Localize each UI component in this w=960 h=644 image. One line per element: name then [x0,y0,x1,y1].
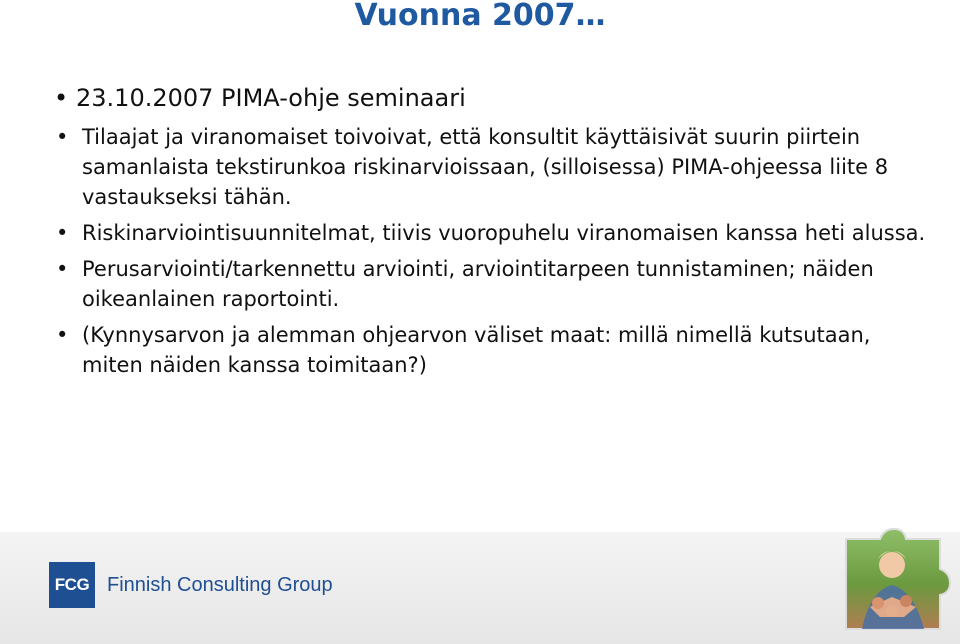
sub-bullet-text: Riskinarviointisuunnitelmat, tiivis vuoropuhelu viranomaisen kanssa heti alussa. [82,221,926,245]
sub-bullet-text: Perusarviointi/tarkennettu arviointi, arviointitarpeen tunnistaminen; näiden oikeanlainen raportointi. [82,257,874,311]
bullet-icon: • [56,125,69,149]
fcg-logo [49,562,95,608]
bullet-icon: • [56,323,69,347]
fcg-logo-text: FCG [54,575,90,594]
bullet-icon: • [56,257,69,281]
slide-title: Vuonna 2007… [354,0,606,33]
teamwork-puzzle-photo [840,525,952,635]
sub-bullet [54,320,934,380]
sub-bullet-text: Tilaajat ja viranomaiset toivoivat, että konsultit käyttäisivät suurin piirtein samanlaista tekstirunkoa riskinarvioissaan, (silloisessa) PIMA-ohjeessa liite 8 vastaukseksi tähän. [82,125,889,209]
main-bullet [54,80,934,116]
sub-bullet-list [54,122,934,380]
sub-bullet [54,218,934,248]
sub-bullet [54,122,934,212]
company-name: Finnish Consulting Group [107,574,333,596]
sub-bullet [54,254,934,314]
slide-content [54,80,934,386]
bullet-icon: • [56,221,69,245]
main-bullet-text: 23.10.2007 PIMA-ohje seminaari [76,84,466,112]
bullet-icon: • [54,84,69,112]
sub-bullet-text: (Kynnysarvon ja alemman ohjearvon väliset maat: millä nimellä kutsutaan, miten näiden kanssa toimitaan?) [82,323,871,377]
